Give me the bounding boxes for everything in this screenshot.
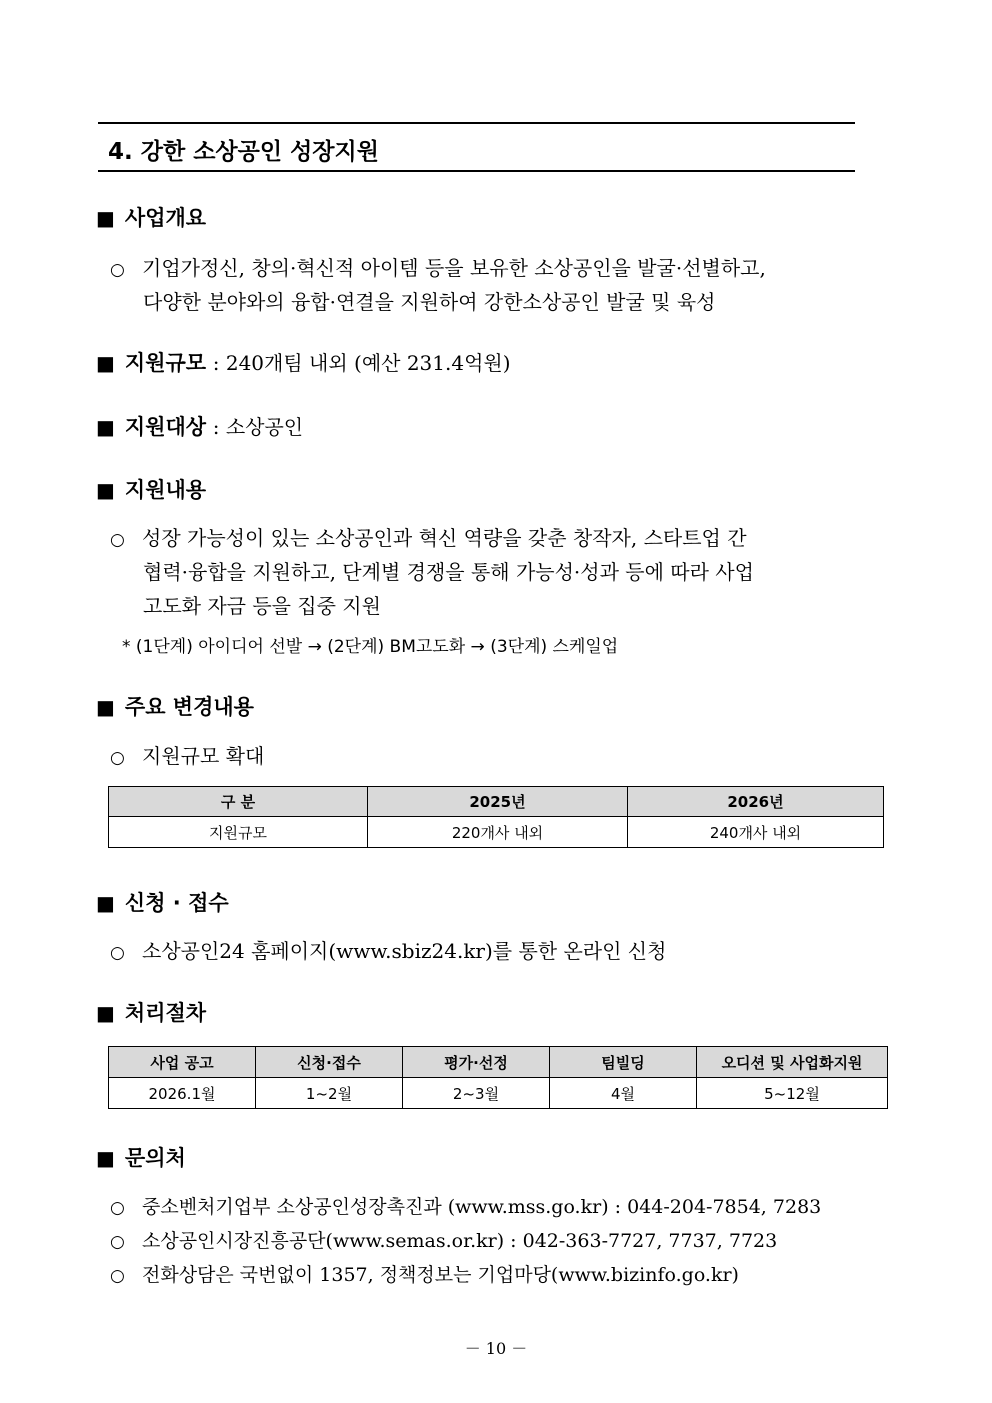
table-row: [109, 1078, 888, 1109]
table-header-cell: 사업 공고: [109, 1047, 256, 1078]
target-value: : 소상공인: [212, 415, 304, 439]
heading-changes: ■ 주요 변경내용: [96, 695, 254, 719]
square-bullet-icon: ■: [96, 478, 115, 502]
table-header-row: [109, 787, 884, 817]
circle-bullet-icon: ○: [110, 260, 125, 280]
table-cell: 240개사 내외: [628, 817, 884, 848]
square-bullet-icon: ■: [96, 415, 115, 439]
table-header-cell: 신청·접수: [256, 1047, 403, 1078]
table-cell: 220개사 내외: [368, 817, 628, 848]
contact-bullet-3: ○ 전화상담은 국번없이 1357, 정책정보는 기업마당(www.bizinfo.go.kr): [110, 1264, 739, 1286]
content-bullet: ○ 성장 가능성이 있는 소상공인과 혁신 역량을 갖춘 창작자, 스타트업 간: [110, 526, 747, 550]
changes-bullet: ○ 지원규모 확대: [110, 744, 265, 768]
table-cell: 1~2월: [256, 1078, 403, 1109]
heading-process: ■ 처리절차: [96, 1001, 207, 1025]
table-header-cell: 2025년: [368, 787, 628, 817]
circle-bullet-icon: ○: [110, 1266, 125, 1286]
content-bullet-continued-2: 고도화 자금 등을 집중 지원: [143, 594, 381, 618]
overview-bullet: ○ 기업가정신, 창의·혁신적 아이템 등을 보유한 소상공인을 발굴·선별하고,: [110, 256, 766, 280]
square-bullet-icon: ■: [96, 1001, 115, 1025]
content-bullet-continued-1: 협력·융합을 지원하고, 단계별 경쟁을 통해 가능성·성과 등에 따라 사업: [143, 560, 754, 584]
apply-bullet: ○ 소상공인24 홈페이지(www.sbiz24.kr)를 통한 온라인 신청: [110, 939, 667, 963]
square-bullet-icon: ■: [96, 1146, 115, 1170]
circle-bullet-icon: ○: [110, 943, 125, 963]
table-cell: 4월: [550, 1078, 697, 1109]
table-row: [109, 817, 884, 848]
circle-bullet-icon: ○: [110, 530, 125, 550]
circle-bullet-icon: ○: [110, 1198, 125, 1218]
changes-table: [108, 786, 884, 848]
table-header-cell: 평가·선정: [403, 1047, 550, 1078]
heading-content: ■ 지원내용: [96, 478, 207, 502]
circle-bullet-icon: ○: [110, 1232, 125, 1252]
table-cell: 지원규모: [109, 817, 368, 848]
contact-bullet-2: ○ 소상공인시장진흥공단(www.semas.or.kr) : 042-363-7727, 7737, 7723: [110, 1230, 778, 1252]
section-title-box: [98, 122, 855, 172]
square-bullet-icon: ■: [96, 206, 115, 230]
overview-bullet-continued: 다양한 분야와의 융합·연결을 지원하여 강한소상공인 발굴 및 육성: [143, 290, 716, 314]
process-table: [108, 1046, 888, 1109]
circle-bullet-icon: ○: [110, 748, 125, 768]
square-bullet-icon: ■: [96, 351, 115, 375]
contact-bullet-1: ○ 중소벤처기업부 소상공인성장촉진과 (www.mss.go.kr) : 044-204-7854, 7283: [110, 1196, 822, 1218]
section-title: 4. 강한 소상공인 성장지원: [108, 139, 379, 165]
table-header-cell: 팀빌딩: [550, 1047, 697, 1078]
table-cell: 2026.1월: [109, 1078, 256, 1109]
table-cell: 2~3월: [403, 1078, 550, 1109]
heading-overview: ■ 사업개요: [96, 206, 207, 230]
square-bullet-icon: ■: [96, 695, 115, 719]
table-header-cell: 구 분: [109, 787, 368, 817]
heading-apply: ■ 신청 · 접수: [96, 891, 229, 915]
heading-contact: ■ 문의처: [96, 1146, 186, 1170]
stage-note: * (1단계) 아이디어 선발 → (2단계) BM고도화 → (3단계) 스케일업: [122, 637, 619, 657]
page-number: － 10 －: [464, 1339, 528, 1358]
table-cell: 5~12월: [697, 1078, 888, 1109]
scale-value: : 240개팀 내외 (예산 231.4억원): [212, 351, 511, 375]
square-bullet-icon: ■: [96, 891, 115, 915]
heading-target: ■ 지원대상 : 소상공인: [96, 415, 304, 439]
table-header-row: [109, 1047, 888, 1078]
table-header-cell: 2026년: [628, 787, 884, 817]
heading-scale: ■ 지원규모 : 240개팀 내외 (예산 231.4억원): [96, 351, 511, 375]
table-header-cell: 오디션 및 사업화지원: [697, 1047, 888, 1078]
